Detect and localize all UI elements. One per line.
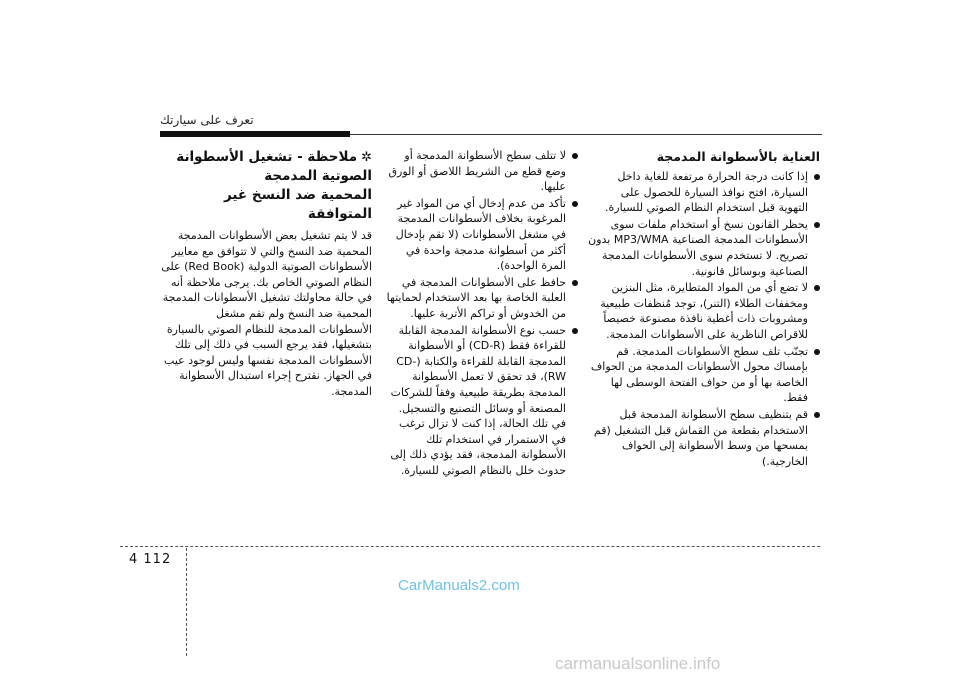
footer-rule bbox=[120, 546, 820, 547]
page-number: 4 112 bbox=[129, 552, 172, 567]
bullet-icon bbox=[572, 280, 578, 286]
list-item: تجنّب تلف سطح الأسطوانات المدمجة. قم بإمساك محول الأسطوانات المدمجة من الحواف الخاصة بها أو من حواف الفتحة الوسطى لها فقط. bbox=[588, 344, 820, 406]
footer-site-text: carmanualsonline.info bbox=[555, 654, 721, 673]
list-item: لا تتلف سطح الأسطوانة المدمجة أو وضع قطع من الشريط اللاصق أو الورق عليها. bbox=[382, 148, 578, 195]
bullet-icon bbox=[814, 222, 820, 228]
header-rule-thin bbox=[350, 134, 822, 135]
list-item: لا تضع أي من المواد المتطايرة، مثل البنزين ومخففات الطلاء (التنر)، توجد مُنظفات طبيعية ومشروبات ذات أغطية نافذة مصنوعة خصيصاً للاقراص الناظرية على الأسطوانات المدمجة. bbox=[588, 280, 820, 342]
bullet-icon bbox=[814, 174, 820, 180]
bullet-icon bbox=[814, 285, 820, 291]
bullet-icon bbox=[572, 153, 578, 159]
care-bullet-list-2 bbox=[382, 148, 578, 478]
list-item: حافظ على الأسطوانات المدمجة في العلبة الخاصة بها بعد الاستخدام لحمايتها من الخدوش أو تراكم الأتربة عليها. bbox=[382, 275, 578, 322]
column-care-continued bbox=[382, 148, 578, 479]
header-title: تعرف على سيارتك bbox=[160, 113, 254, 127]
list-item: إذا كانت درجة الحرارة مرتفعة للغاية داخل السيارة، افتح نوافذ السيارة للحصول على التهوية قبل استخدام النظام الصوتي للسيارة. bbox=[588, 169, 820, 216]
list-item: حسب نوع الأسطوانة المدمجة القابلة للقراءة فقط (CD-R) أو الأسطوانة المدمجة القابلة للقراءة والكتابة (CD-RW)، قد تحقق لا تعمل الأسطوانة المدمجة بطريقة طبيعية وفقاً للشركات المصنعة أو وسائل التصنيع والتسجيل. في تلك الحالة، إذا كنت لا تزال ترغب في الاستمرار في استخدام تلك الأسطوانة المدمجة، فقد يؤدي ذلك إلى حدوث خلل بالنظام الصوتي للسيارة. bbox=[382, 323, 578, 479]
bullet-icon bbox=[572, 328, 578, 334]
header-rule-thick bbox=[160, 131, 350, 137]
column-care bbox=[588, 148, 820, 470]
bullet-icon bbox=[572, 201, 578, 207]
footer-vertical-rule bbox=[186, 548, 187, 656]
bullet-icon bbox=[814, 412, 820, 418]
watermark-text: CarManuals2.com bbox=[398, 577, 520, 594]
section-title-care: العناية بالأسطوانة المدمجة bbox=[656, 149, 820, 164]
list-item: يحظر القانون نسخ أو استخدام ملفات سوى الأسطوانات المدمجة الصناعية MP3/WMA بدون تصريح. لا تستخدم سوى الأسطوانات المدمجة الصناعية وبوسائل قانونية. bbox=[588, 217, 820, 279]
list-item: قم بتنظيف سطح الأسطوانة المدمجة قبل الاستخدام بقطعة من القماش قبل التشغيل (قم بمسحها من وسط الأسطوانة إلى الحواف الخارجية.) bbox=[588, 407, 820, 469]
list-item: تأكد من عدم إدخال أي من المواد غير المرغوبة بخلاف الأسطوانات المدمجة في مشغل الأسطوانات (لا تقم بإدخال أكثر من أسطوانة مدمجة واحدة في المرة الواحدة). bbox=[382, 196, 578, 274]
note-title: ✲ملاحظة - تشغيل الأسطوانة الصوتية المدمجة المحمية ضد النسخ غير المتوافقة bbox=[176, 149, 372, 222]
bullet-icon bbox=[814, 349, 820, 355]
column-note bbox=[160, 148, 372, 400]
note-body: قد لا يتم تشغيل بعض الأسطوانات المدمجة المحمية ضد النسخ والتي لا تتوافق مع معايير الأسطوانات الصوتية الدولية (Red Book) على النظام الصوتي الخاص بك. يرجى ملاحظة أنه في حالة محاولتك تشغيل الأسطوانات المدمجة المحمية ضد النسخ ولم تقم مشغل الأسطوانات المدمجة للنظام الصوتي بالسيارة بتشغيلها، فقد يرجع السبب في ذلك إلى تلك الأسطوانات المدمجة نفسها وليس لوجود عيب في الجهاز. نقترح إجراء استبدال الأسطوانة المدمجة. bbox=[161, 229, 372, 398]
asterisk-icon: ✲ bbox=[361, 150, 372, 165]
care-bullet-list bbox=[588, 169, 820, 469]
